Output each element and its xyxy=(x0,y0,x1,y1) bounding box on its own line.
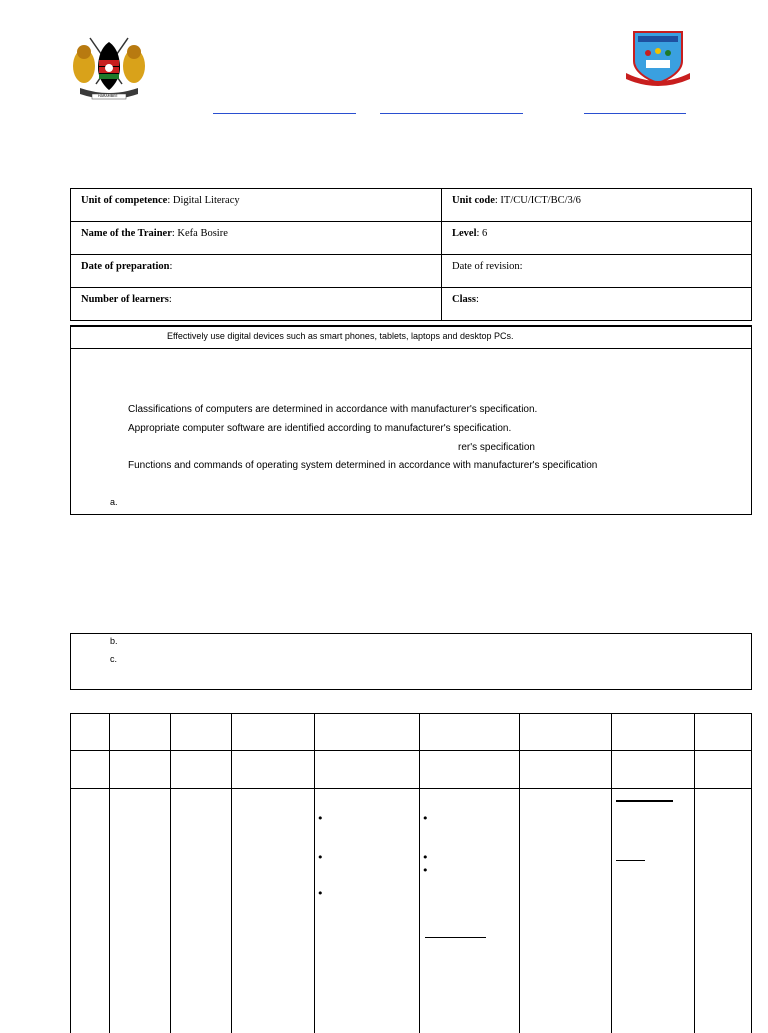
grid-underline xyxy=(616,860,645,861)
kenya-coat-of-arms-icon xyxy=(70,34,148,102)
grid-row-divider-2 xyxy=(70,788,752,789)
table-row xyxy=(71,255,752,288)
grid-col-line-2 xyxy=(170,713,171,1033)
session-info-table xyxy=(70,188,752,321)
level-value: : 6 xyxy=(476,228,488,239)
unit-of-competence-label: Unit of competence xyxy=(81,195,168,206)
grid-top-border xyxy=(70,713,752,714)
learners-cell xyxy=(71,288,442,321)
criterion-1: Classifications of computers are determined in accordance with manufacturer's specification. xyxy=(128,404,538,415)
learners-value: : xyxy=(168,294,172,305)
grid-col-line-0 xyxy=(70,713,71,1033)
header-link-1[interactable] xyxy=(213,113,356,114)
outcome-statement: Effectively use digital devices such as smart phones, tablets, laptops and desktop PCs. xyxy=(167,331,514,341)
bullet-item: • xyxy=(317,851,324,864)
unit-code-label: Unit code xyxy=(452,195,495,206)
unit-of-competence-cell xyxy=(71,189,442,222)
level-label: Level xyxy=(452,228,477,239)
unit-of-competence-value: : Digital Literacy xyxy=(167,195,240,206)
trainer-label: Name of the Trainer xyxy=(81,228,172,239)
date-revision-label: Date of revision: xyxy=(452,261,523,272)
date-revision-cell xyxy=(442,255,752,288)
level-cell xyxy=(442,222,752,255)
grid-col-line-5 xyxy=(419,713,420,1033)
list-marker-c: c. xyxy=(110,654,118,664)
outcome-divider xyxy=(71,348,751,349)
list-marker-a: a. xyxy=(110,497,118,507)
learners-label: Number of learners xyxy=(81,294,169,305)
bullet-item: • xyxy=(317,887,324,900)
bullet-item: • xyxy=(422,864,429,877)
grid-col-line-6 xyxy=(519,713,520,1033)
header-link-2[interactable] xyxy=(380,113,523,114)
grid-col-line-4 xyxy=(314,713,315,1033)
trainer-cell xyxy=(71,222,442,255)
grid-underline xyxy=(425,937,486,938)
grid-col-line-3 xyxy=(231,713,232,1033)
list-marker-b: b. xyxy=(110,636,118,646)
date-preparation-label: Date of preparation xyxy=(81,261,170,272)
grid-col-line-7 xyxy=(611,713,612,1033)
grid-underline xyxy=(616,800,673,802)
institution-crest-icon xyxy=(624,29,692,87)
trainer-value: : Kefa Bosire xyxy=(171,228,228,239)
date-preparation-value: : xyxy=(169,261,173,272)
bullet-item: • xyxy=(422,812,429,825)
date-preparation-cell xyxy=(71,255,442,288)
unit-code-value: : IT/CU/ICT/BC/3/6 xyxy=(494,195,581,206)
grid-col-line-1 xyxy=(109,713,110,1033)
unit-code-cell xyxy=(442,189,752,222)
grid-col-line-9 xyxy=(751,713,752,1033)
criterion-4: Functions and commands of operating system determined in accordance with manufacturer's specification xyxy=(128,460,598,471)
grid-row-divider-1 xyxy=(70,750,752,751)
class-label: Class xyxy=(452,294,476,305)
bullet-item: • xyxy=(422,851,429,864)
objectives-box xyxy=(70,633,752,690)
criterion-3: rer's specification xyxy=(458,442,535,453)
grid-col-line-8 xyxy=(694,713,695,1033)
class-value: : xyxy=(475,294,479,305)
table-row xyxy=(71,189,752,222)
learning-outcome-box xyxy=(70,325,752,515)
criterion-2: Appropriate computer software are identified according to manufacturer's specification. xyxy=(128,423,512,434)
header-link-3[interactable] xyxy=(584,113,686,114)
motto-text: HARAMBEE xyxy=(98,94,118,98)
bullet-item: • xyxy=(317,812,324,825)
class-cell xyxy=(442,288,752,321)
table-row xyxy=(71,288,752,321)
lesson-plan-grid xyxy=(70,713,752,1033)
table-row xyxy=(71,222,752,255)
